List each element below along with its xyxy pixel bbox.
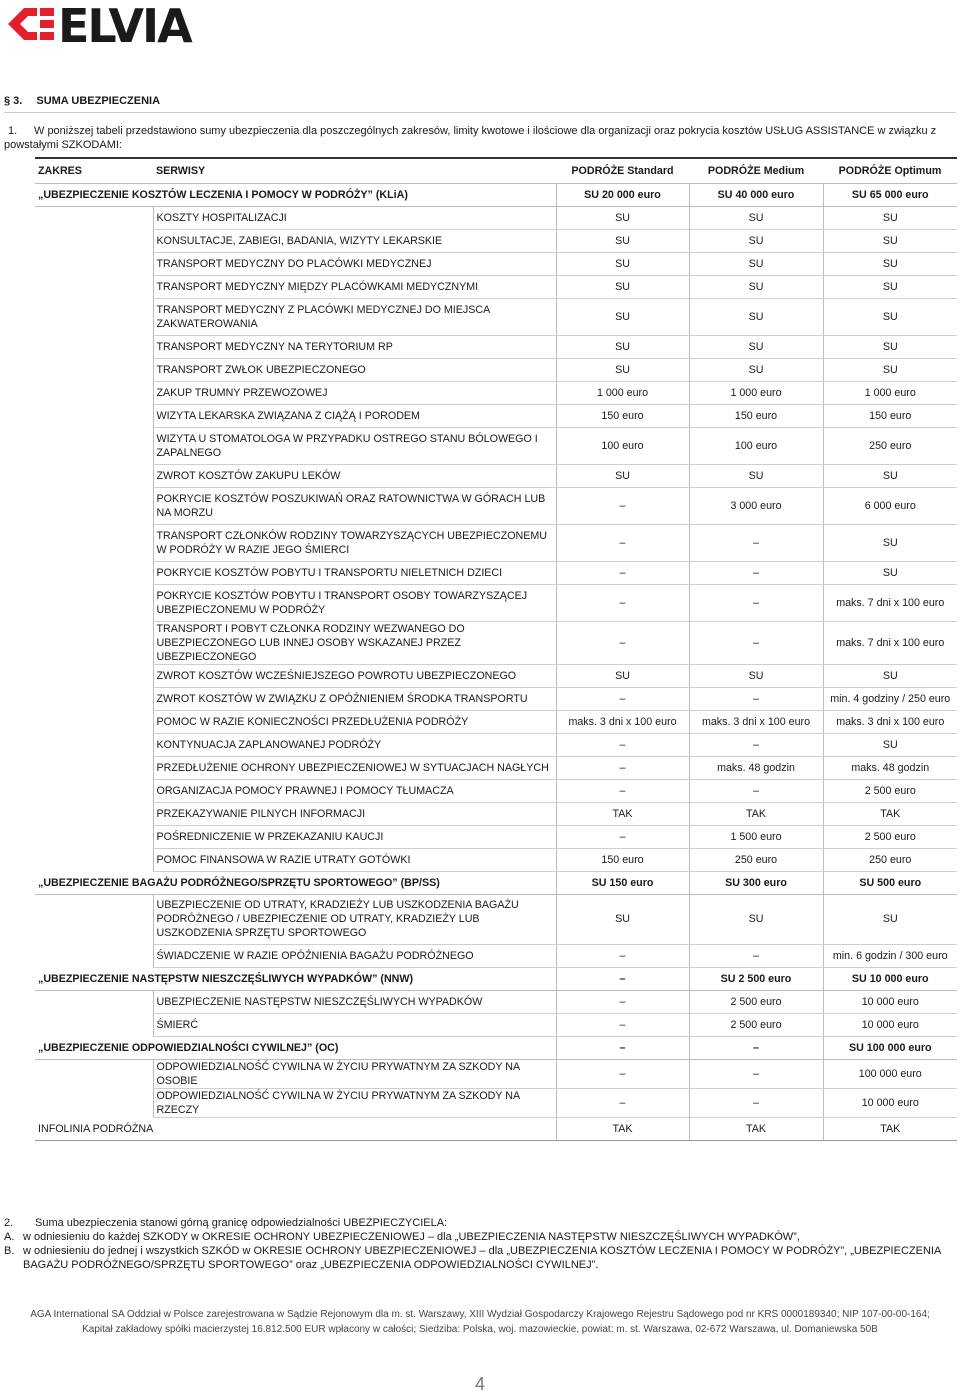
service-value: – — [556, 621, 689, 664]
service-value: SU — [823, 733, 957, 756]
service-value: SU — [823, 229, 957, 252]
zakres-cell — [35, 335, 153, 358]
page-footer — [0, 1307, 960, 1337]
service-value: SU — [689, 894, 823, 944]
service-value: SU — [556, 229, 689, 252]
service-label: ŚWIADCZENIE W RAZIE OPÓŹNIENIA BAGAŻU PODRÓŻNEGO — [153, 944, 556, 967]
zakres-cell — [35, 404, 153, 427]
zakres-cell — [35, 298, 153, 335]
service-value: – — [689, 733, 823, 756]
section-divider — [4, 112, 956, 113]
page-number: 4 — [474, 1374, 485, 1394]
service-label: ZWROT KOSZTÓW ZAKUPU LEKÓW — [153, 464, 556, 487]
group-value: SU 300 euro — [689, 871, 823, 894]
table-row — [35, 733, 957, 756]
zakres-cell — [35, 1013, 153, 1036]
table-body — [35, 183, 957, 1140]
service-value: – — [689, 1088, 823, 1117]
footer-line-1: AGA International SA Oddział w Polsce zarejestrowana w Sądzie Rejonowym dla m. st. Warszawy, XIII Wydział Gospodarczy Krajowego Rejestru Sądowego pod nr KRS 0000189340; NIP 107-00-00-164; — [30, 1309, 930, 1320]
service-value: maks. 7 dni x 100 euro — [823, 584, 957, 621]
header-optimum: PODRÓŻE Optimum — [823, 158, 957, 183]
table-row — [35, 894, 957, 944]
service-value: SU — [689, 335, 823, 358]
zakres-cell — [35, 894, 153, 944]
zakres-cell — [35, 358, 153, 381]
table-row — [35, 710, 957, 733]
service-label: POŚREDNICZENIE W PRZEKAZANIU KAUCJI — [153, 825, 556, 848]
table-row — [35, 687, 957, 710]
table-row — [35, 404, 957, 427]
table-row — [35, 252, 957, 275]
service-label: POMOC W RAZIE KONIECZNOŚCI PRZEDŁUŻENIA PODRÓŻY — [153, 710, 556, 733]
zakres-cell — [35, 779, 153, 802]
service-value: 1 000 euro — [556, 381, 689, 404]
section-title: SUMA UBEZPIECZENIA — [36, 95, 161, 107]
service-value: 150 euro — [556, 404, 689, 427]
note-2 — [4, 1216, 958, 1230]
service-value: SU — [556, 298, 689, 335]
zakres-cell — [35, 487, 153, 524]
service-value: 3 000 euro — [689, 487, 823, 524]
service-value: SU — [689, 464, 823, 487]
service-value: SU — [556, 358, 689, 381]
note-number: 2. — [4, 1217, 14, 1229]
intro-number: 1. — [8, 125, 18, 137]
zakres-cell — [35, 464, 153, 487]
zakres-cell — [35, 944, 153, 967]
service-value: TAK — [556, 802, 689, 825]
table-row — [35, 524, 957, 561]
service-value: 2 500 euro — [689, 1013, 823, 1036]
table-row — [35, 358, 957, 381]
header-serwisy: SERWISY — [153, 158, 556, 183]
service-value: SU — [556, 275, 689, 298]
service-label: ZWROT KOSZTÓW WCZEŚNIEJSZEGO POWROTU UBEZPIECZONEGO — [153, 664, 556, 687]
group-value: – — [689, 1036, 823, 1059]
group-value: SU 10 000 euro — [823, 967, 957, 990]
service-value: SU — [689, 252, 823, 275]
service-label: ZAKUP TRUMNY PRZEWOZOWEJ — [153, 381, 556, 404]
footer-line-2: Kapitał zakładowy spółki macierzystej 16.812.500 EUR wpłacony w całości; Siedziba: Polska, woj. mazowieckie, powiat: m. st. Warszawa, 02-672 Warszawa, ul. Domaniewska 50B — [82, 1324, 878, 1335]
service-value: SU — [823, 664, 957, 687]
service-label: ODPOWIEDZIALNOŚĆ CYWILNA W ŻYCIU PRYWATNYM ZA SZKODY NA RZECZY — [153, 1088, 556, 1117]
group-value: – — [556, 1036, 689, 1059]
service-value: SU — [556, 252, 689, 275]
service-value: – — [556, 944, 689, 967]
service-label: KOSZTY HOSPITALIZACJI — [153, 206, 556, 229]
service-value: SU — [823, 561, 957, 584]
table-header-row — [35, 158, 957, 183]
service-value: – — [556, 779, 689, 802]
service-value: SU — [689, 358, 823, 381]
service-value: SU — [689, 206, 823, 229]
zakres-cell — [35, 1059, 153, 1088]
service-value: maks. 48 godzin — [823, 756, 957, 779]
service-value: SU — [689, 229, 823, 252]
zakres-cell — [35, 524, 153, 561]
group-value: SU 40 000 euro — [689, 183, 823, 206]
service-value: 2 500 euro — [823, 779, 957, 802]
zakres-cell — [35, 756, 153, 779]
group-value: SU 100 000 euro — [823, 1036, 957, 1059]
group-value: SU 500 euro — [823, 871, 957, 894]
table-row — [35, 487, 957, 524]
service-label: WIZYTA LEKARSKA ZWIĄZANA Z CIĄŻĄ I PORODEM — [153, 404, 556, 427]
service-value: 6 000 euro — [823, 487, 957, 524]
service-value: SU — [823, 358, 957, 381]
table-row — [35, 990, 957, 1013]
service-value: SU — [556, 664, 689, 687]
service-value: – — [689, 944, 823, 967]
table-row — [35, 664, 957, 687]
service-value: – — [689, 779, 823, 802]
service-value: – — [556, 733, 689, 756]
note-text: Suma ubezpieczenia stanowi górną granicę odpowiedzialności UBEZPIECZYCIELA: — [35, 1217, 448, 1229]
zakres-cell — [35, 710, 153, 733]
service-value: – — [556, 584, 689, 621]
service-value: 100 euro — [556, 427, 689, 464]
zakres-cell — [35, 584, 153, 621]
service-value: – — [556, 825, 689, 848]
section-number: § 3. — [4, 95, 23, 107]
service-value: – — [556, 990, 689, 1013]
service-value: – — [689, 621, 823, 664]
table-row — [35, 206, 957, 229]
service-label: POKRYCIE KOSZTÓW POBYTU I TRANSPORTU NIELETNICH DZIECI — [153, 561, 556, 584]
brand-name: ELVIA — [58, 0, 191, 53]
service-value: – — [556, 1088, 689, 1117]
service-label: WIZYTA U STOMATOLOGA W PRZYPADKU OSTREGO STANU BÓLOWEGO I ZAPALNEGO — [153, 427, 556, 464]
service-label: KONTYNUACJA ZAPLANOWANEJ PODRÓŻY — [153, 733, 556, 756]
table-row — [35, 802, 957, 825]
service-value: – — [689, 687, 823, 710]
table-row — [35, 1013, 957, 1036]
service-label: POMOC FINANSOWA W RAZIE UTRATY GOTÓWKI — [153, 848, 556, 871]
table-row — [35, 335, 957, 358]
service-value: – — [556, 687, 689, 710]
note-item-letter: A. — [4, 1231, 15, 1243]
zakres-cell — [35, 802, 153, 825]
table-row — [35, 621, 957, 664]
group-header-row — [35, 967, 957, 990]
service-label: TRANSPORT MEDYCZNY DO PLACÓWKI MEDYCZNEJ — [153, 252, 556, 275]
table-row — [35, 427, 957, 464]
final-row — [35, 1117, 957, 1140]
table-row — [35, 779, 957, 802]
service-value: 250 euro — [823, 427, 957, 464]
table-row — [35, 1059, 957, 1088]
service-value: 250 euro — [823, 848, 957, 871]
service-label: ŚMIERĆ — [153, 1013, 556, 1036]
service-value: SU — [823, 335, 957, 358]
service-value: 150 euro — [556, 848, 689, 871]
final-row-value: TAK — [689, 1117, 823, 1140]
service-label: PRZEDŁUŻENIE OCHRONY UBEZPIECZENIOWEJ W SYTUACJACH NAGŁYCH — [153, 756, 556, 779]
header-medium: PODRÓŻE Medium — [689, 158, 823, 183]
service-label: TRANSPORT MEDYCZNY MIĘDZY PLACÓWKAMI MEDYCZNYMI — [153, 275, 556, 298]
note-item-a — [4, 1230, 958, 1244]
group-value: – — [556, 967, 689, 990]
table-row — [35, 944, 957, 967]
group-title: „UBEZPIECZENIE KOSZTÓW LECZENIA I POMOCY W PODRÓŻY” (KLiA) — [35, 183, 556, 206]
service-value: 150 euro — [689, 404, 823, 427]
table-row — [35, 298, 957, 335]
group-value: SU 65 000 euro — [823, 183, 957, 206]
service-value: – — [689, 584, 823, 621]
service-value: – — [556, 756, 689, 779]
note-item-text: w odniesieniu do jednej i wszystkich SZKÓD w OKRESIE OCHRONY UBEZPIECZENIOWEJ – dla „UBEZPIECZENIA KOSZTÓW LECZENIA I POMOCY W PODRÓŻY”, „UBEZPIECZENIA BAGAŻU PODRÓŻNEGO/SPRZĘTU SPORTOWEGO” oraz „UBEZPIECZENIA ODPOWIEDZIALNOŚCI CYWILNEJ”. — [23, 1245, 941, 1271]
zakres-cell — [35, 275, 153, 298]
service-value: SU — [556, 335, 689, 358]
service-value: – — [556, 487, 689, 524]
service-value: 250 euro — [689, 848, 823, 871]
service-value: SU — [689, 664, 823, 687]
group-value: SU 2 500 euro — [689, 967, 823, 990]
group-header-row — [35, 871, 957, 894]
final-row-label: INFOLINIA PODRÓŻNA — [35, 1117, 556, 1140]
service-value: 1 000 euro — [689, 381, 823, 404]
zakres-cell — [35, 825, 153, 848]
note-item-text: w odniesieniu do każdej SZKODY w OKRESIE OCHRONY UBEZPIECZENIOWEJ – dla „UBEZPIECZENIA NASTĘPSTW NIESZCZĘŚLIWYCH WYPADKÓW”, — [23, 1231, 800, 1243]
service-value: min. 6 godzin / 300 euro — [823, 944, 957, 967]
service-value: SU — [689, 275, 823, 298]
header-zakres: ZAKRES — [35, 158, 153, 183]
service-label: TRANSPORT ZWŁOK UBEZPIECZONEGO — [153, 358, 556, 381]
service-value: SU — [823, 206, 957, 229]
zakres-cell — [35, 229, 153, 252]
service-value: 1 000 euro — [823, 381, 957, 404]
service-label: TRANSPORT CZŁONKÓW RODZINY TOWARZYSZĄCYCH UBEZPIECZONEMU W PODRÓŻY W RAZIE JEGO ŚMIERCI — [153, 524, 556, 561]
service-value: – — [556, 524, 689, 561]
service-label: TRANSPORT MEDYCZNY Z PLACÓWKI MEDYCZNEJ DO MIEJSCA ZAKWATEROWANIA — [153, 298, 556, 335]
table-row — [35, 756, 957, 779]
service-value: 10 000 euro — [823, 1013, 957, 1036]
zakres-cell — [35, 990, 153, 1013]
service-value: – — [689, 561, 823, 584]
service-value: – — [556, 1059, 689, 1088]
zakres-cell — [35, 664, 153, 687]
service-value: TAK — [689, 802, 823, 825]
service-value: 2 500 euro — [823, 825, 957, 848]
service-label: POKRYCIE KOSZTÓW POBYTU I TRANSPORT OSOBY TOWARZYSZĄCEJ UBEZPIECZONEMU W PODRÓŻY — [153, 584, 556, 621]
section-heading — [4, 95, 174, 107]
service-label: TRANSPORT I POBYT CZŁONKA RODZINY WEZWANEGO DO UBEZPIECZONEGO LUB INNEJ OSOBY WSKAZANEJ PRZEZ UBEZPIECZONEGO — [153, 621, 556, 664]
service-value: min. 4 godziny / 250 euro — [823, 687, 957, 710]
table-row — [35, 584, 957, 621]
service-value: 2 500 euro — [689, 990, 823, 1013]
service-value: 150 euro — [823, 404, 957, 427]
service-value: maks. 3 dni x 100 euro — [689, 710, 823, 733]
group-value: SU 20 000 euro — [556, 183, 689, 206]
service-value: 100 euro — [689, 427, 823, 464]
service-value: TAK — [823, 802, 957, 825]
group-title: „UBEZPIECZENIE BAGAŻU PODRÓŻNEGO/SPRZĘTU SPORTOWEGO” (BP/SS) — [35, 871, 556, 894]
notes-section — [4, 1216, 958, 1272]
service-value: 10 000 euro — [823, 990, 957, 1013]
intro-text: W poniższej tabeli przedstawiono sumy ubezpieczenia dla poszczególnych zakresów, limity kwotowe i ilościowe dla organizacji oraz pokrycia kosztów USŁUG ASSISTANCE w związku z powstałymi SZKODAMI: — [4, 125, 937, 151]
service-value: SU — [823, 298, 957, 335]
service-value: 1 500 euro — [689, 825, 823, 848]
service-value: 100 000 euro — [823, 1059, 957, 1088]
service-value: maks. 3 dni x 100 euro — [556, 710, 689, 733]
service-value: maks. 7 dni x 100 euro — [823, 621, 957, 664]
service-value: – — [689, 1059, 823, 1088]
table-row — [35, 1088, 957, 1117]
service-value: SU — [823, 464, 957, 487]
service-label: PRZEKAZYWANIE PILNYCH INFORMACJI — [153, 802, 556, 825]
elvia-logo-mark — [4, 4, 58, 44]
service-value: SU — [689, 298, 823, 335]
insurance-sum-table — [35, 157, 957, 1141]
table-row — [35, 381, 957, 404]
service-value: 10 000 euro — [823, 1088, 957, 1117]
table-row — [35, 848, 957, 871]
final-row-value: TAK — [823, 1117, 957, 1140]
note-item-letter: B. — [4, 1245, 15, 1257]
final-row-value: TAK — [556, 1117, 689, 1140]
service-value: maks. 3 dni x 100 euro — [823, 710, 957, 733]
service-value: – — [556, 561, 689, 584]
zakres-cell — [35, 206, 153, 229]
group-title: „UBEZPIECZENIE ODPOWIEDZIALNOŚCI CYWILNEJ” (OC) — [35, 1036, 556, 1059]
service-label: TRANSPORT MEDYCZNY NA TERYTORIUM RP — [153, 335, 556, 358]
group-header-row — [35, 183, 957, 206]
service-label: ORGANIZACJA POMOCY PRAWNEJ I POMOCY TŁUMACZA — [153, 779, 556, 802]
service-value: SU — [823, 524, 957, 561]
table-row — [35, 229, 957, 252]
zakres-cell — [35, 848, 153, 871]
zakres-cell — [35, 687, 153, 710]
service-value: SU — [823, 252, 957, 275]
service-value: maks. 48 godzin — [689, 756, 823, 779]
table-row — [35, 464, 957, 487]
service-value: SU — [823, 275, 957, 298]
table-row — [35, 275, 957, 298]
zakres-cell — [35, 252, 153, 275]
group-value: SU 150 euro — [556, 871, 689, 894]
table-row — [35, 561, 957, 584]
service-value: SU — [556, 464, 689, 487]
service-value: SU — [823, 894, 957, 944]
service-label: UBEZPIECZENIE NASTĘPSTW NIESZCZĘŚLIWYCH WYPADKÓW — [153, 990, 556, 1013]
group-header-row — [35, 1036, 957, 1059]
table-row — [35, 825, 957, 848]
zakres-cell — [35, 561, 153, 584]
service-label: UBEZPIECZENIE OD UTRATY, KRADZIEŻY LUB USZKODZENIA BAGAŻU PODRÓŻNEGO / UBEZPIECZENIE OD UTRATY, KRADZIEŻY LUB USZKODZENIA SPRZĘTU SPORTOWEGO — [153, 894, 556, 944]
service-value: SU — [556, 894, 689, 944]
note-item-b — [4, 1244, 958, 1272]
zakres-cell — [35, 1088, 153, 1117]
service-label: POKRYCIE KOSZTÓW POSZUKIWAŃ ORAZ RATOWNICTWA W GÓRACH LUB NA MORZU — [153, 487, 556, 524]
header-standard: PODRÓŻE Standard — [556, 158, 689, 183]
zakres-cell — [35, 733, 153, 756]
zakres-cell — [35, 621, 153, 664]
elvia-logo — [4, 0, 266, 53]
zakres-cell — [35, 427, 153, 464]
intro-paragraph — [4, 124, 958, 152]
service-label: ZWROT KOSZTÓW W ZWIĄZKU Z OPÓŹNIENIEM ŚRODKA TRANSPORTU — [153, 687, 556, 710]
service-value: – — [556, 1013, 689, 1036]
service-value: – — [689, 524, 823, 561]
zakres-cell — [35, 381, 153, 404]
service-label: KONSULTACJE, ZABIEGI, BADANIA, WIZYTY LEKARSKIE — [153, 229, 556, 252]
group-title: „UBEZPIECZENIE NASTĘPSTW NIESZCZĘŚLIWYCH WYPADKÓW” (NNW) — [35, 967, 556, 990]
service-label: ODPOWIEDZIALNOŚĆ CYWILNA W ŻYCIU PRYWATNYM ZA SZKODY NA OSOBIE — [153, 1059, 556, 1088]
service-value: SU — [556, 206, 689, 229]
